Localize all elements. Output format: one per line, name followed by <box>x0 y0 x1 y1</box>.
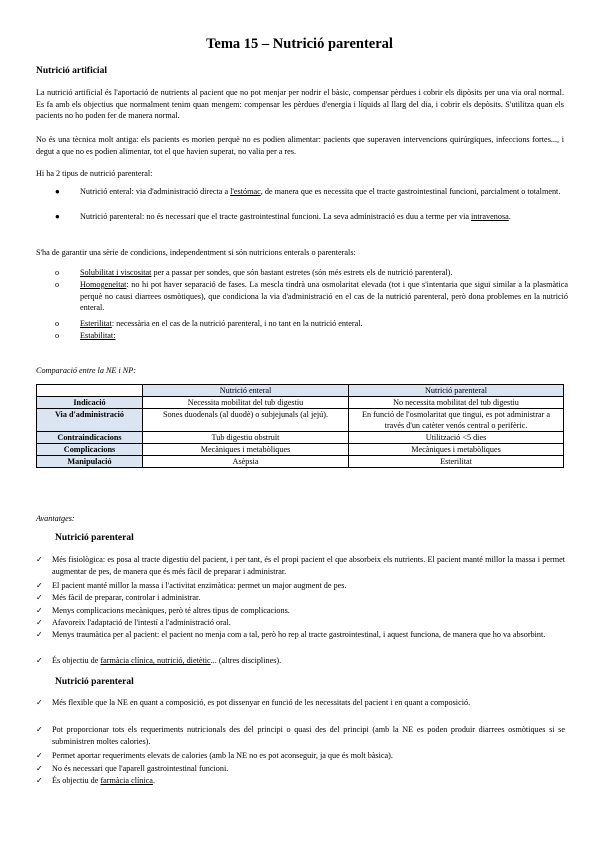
list-item: ● Nutrició parenteral: no és necessari que el tracte gastrointestinal funcioni. La seva administració es duu a terme per via intravenosa. <box>55 212 511 221</box>
table-header-row <box>37 385 564 397</box>
column-header: Nutrició enteral <box>143 385 349 397</box>
circle-bullet-icon: o <box>55 268 60 277</box>
list-item: ✓ Més fisiològica: es posa al tracte digestiu del pacient, i per tant, és el propi pacient el que absorbeix els nutrients. El pacient manté millor la massa i permet augmentar de pes, de manera que és més fàcil de preparar i administrar. <box>36 555 565 576</box>
check-icon: ✓ <box>36 581 43 590</box>
check-icon: ✓ <box>36 606 43 615</box>
check-icon: ✓ <box>36 725 43 734</box>
circle-bullet-icon: o <box>55 319 60 328</box>
check-icon: ✓ <box>36 776 43 785</box>
check-icon: ✓ <box>36 764 43 773</box>
bullet-icon: ● <box>55 212 60 221</box>
page-title: Tema 15 – Nutrició parenteral <box>206 36 393 52</box>
list-item: o Homogeneïtat: no hi pot haver separació de fases. La mescla tindrà una osmolaritat elevada (tot i que s'intentaria que sigui similar a la plasmàtica perquè no causi diarrees osmòtiques), que condiciona la via d'administració en el cas de la nutrició parenteral, però dona problemes en la nutrició enteral. <box>55 280 568 313</box>
list-item: ✓ És objectiu de farmàcia clínica. <box>36 776 155 785</box>
link-text: intravenosa <box>471 212 509 221</box>
list-item: ✓ No és necessari que l'aparell gastrointestinal funcioni. <box>36 764 229 773</box>
circle-bullet-icon: o <box>55 280 60 289</box>
check-icon: ✓ <box>36 555 43 564</box>
paragraph-conditions-intro: S'ha de garantir una sèrie de condicions, independentment si són nutricions enterals o parenterals: <box>36 248 356 257</box>
list-item: ✓ Permet aportar requeriments elevats de calories (amb la NE no es pot aconseguir, ja que és molt bàsica). <box>36 751 393 760</box>
row-header: Via d'administració <box>37 409 143 432</box>
table-cell: Esterilitat <box>349 456 564 468</box>
paragraph-history: No és una tècnica molt antiga: els pacients es morien perquè no es podien alimentar: pacients que superaven intervencions quirúrgiques, infeccions fortes..., i degut a que no es podien alimentar, tot el que havien superat, no valia per a res. <box>36 135 564 156</box>
table-cell: En funció de l'osmolaritat que tingui, es pot administrar a través d'un catèter venós central o perifèric. <box>349 409 564 432</box>
table-row <box>37 444 564 456</box>
table-cell: Necessita mobilitat del tub digestiu <box>143 397 349 409</box>
check-icon: ✓ <box>36 630 43 639</box>
bullet-icon: ● <box>55 187 60 196</box>
column-header: Nutrició parenteral <box>349 385 564 397</box>
paragraph-intro: La nutrició artificial és l'aportació de nutrients al pacient que no pot menjar per nodrir el bàsic, compensar pèrdues i cobrir els dipòsits per una via oral normal. Es fa amb els objectius que normalment tenim quan mengem: compensar les pèrdues d'energia i líquids al llarg del dia, i cobrir els depòsits. S'utilitza quan els pacients no ho poden fer de manera normal. <box>36 88 564 121</box>
section-heading: Nutrició artificial <box>36 66 107 76</box>
table-row <box>37 456 564 468</box>
comparison-table <box>36 384 564 468</box>
table-row <box>37 409 564 432</box>
table-cell: Mecàniques i metabòliques <box>349 444 564 456</box>
list-item: ✓ El pacient manté millor la massa i l'activitat enzimàtica: permet un major augment de pes. <box>36 581 347 590</box>
subsection-heading: Nutrició parenteral <box>55 533 134 543</box>
list-item: o Estabilitat: <box>55 331 116 340</box>
table-cell: Mecàniques i metabòliques <box>143 444 349 456</box>
link-text: l'estómac <box>230 187 261 196</box>
paragraph-types-intro: Hi ha 2 tipus de nutrició parenteral: <box>36 169 153 178</box>
check-icon: ✓ <box>36 656 43 665</box>
circle-bullet-icon: o <box>55 331 60 340</box>
check-icon: ✓ <box>36 698 43 707</box>
list-item: ✓ Pot proporcionar tots els requeriments nutricionals des del principi o quasi des del principi (amb la NE es poden produir diarrees osmòtiques si se subministren moltes calories). <box>36 725 565 746</box>
advantages-label: Avantatges: <box>36 514 75 523</box>
subsection-heading: Nutrició parenteral <box>55 677 134 687</box>
check-icon: ✓ <box>36 593 43 602</box>
check-icon: ✓ <box>36 751 43 760</box>
table-cell: Utilització <5 dies <box>349 432 564 444</box>
table-row <box>37 397 564 409</box>
table-cell: Tub digestiu obstruït <box>143 432 349 444</box>
table-cell: Sones duodenals (al duodè) o subjejunals (al jejú). <box>143 409 349 432</box>
table-cell: No necessita mobilitat del tub digestiu <box>349 397 564 409</box>
table-cell: Asèpsia <box>143 456 349 468</box>
list-item: ✓ Menys complicacions mecàniques, però té altres tipus de complicacions. <box>36 606 290 615</box>
table-corner-cell <box>37 385 143 397</box>
check-icon: ✓ <box>36 618 43 627</box>
list-item: ● Nutrició enteral: via d'administració directa a l'estómac, de manera que es necessita que el tracte gastrointestinal funcioni, parcialment o totalment. <box>55 187 561 196</box>
row-header: Complicacions <box>37 444 143 456</box>
list-item: ✓ Menys traumàtica per al pacient: el pacient no menja com a tal, però ho rep al tracte gastrointestinal, i aquest funciona, de manera que ho va absorbint. <box>36 630 546 639</box>
list-item: ✓ És objectiu de farmàcia clínica, nutrició, dietètic... (altres disciplines). <box>36 656 282 665</box>
list-item: ✓ Més fàcil de preparar, controlar i administrar. <box>36 593 201 602</box>
row-header: Manipulació <box>37 456 143 468</box>
table-caption: Comparació entre la NE i NP: <box>36 366 136 375</box>
list-item: ✓ Afavoreix l'adaptació de l'intestí a l'administració oral. <box>36 618 231 627</box>
list-item: o Solubilitat i viscositat per a passar per sondes, que són bastant estretes (són més estrets els de nutrició parenteral). <box>55 268 453 277</box>
list-item: o Esterilitat: necessària en el cas de la nutrició parenteral, i no tant en la nutrició enteral. <box>55 319 363 328</box>
table-row <box>37 432 564 444</box>
row-header: Indicació <box>37 397 143 409</box>
list-item: ✓ Més flexible que la NE en quant a composició, es pot dissenyar en funció de les necessitats del pacient i en quant a composició. <box>36 698 471 707</box>
row-header: Contraindicacions <box>37 432 143 444</box>
